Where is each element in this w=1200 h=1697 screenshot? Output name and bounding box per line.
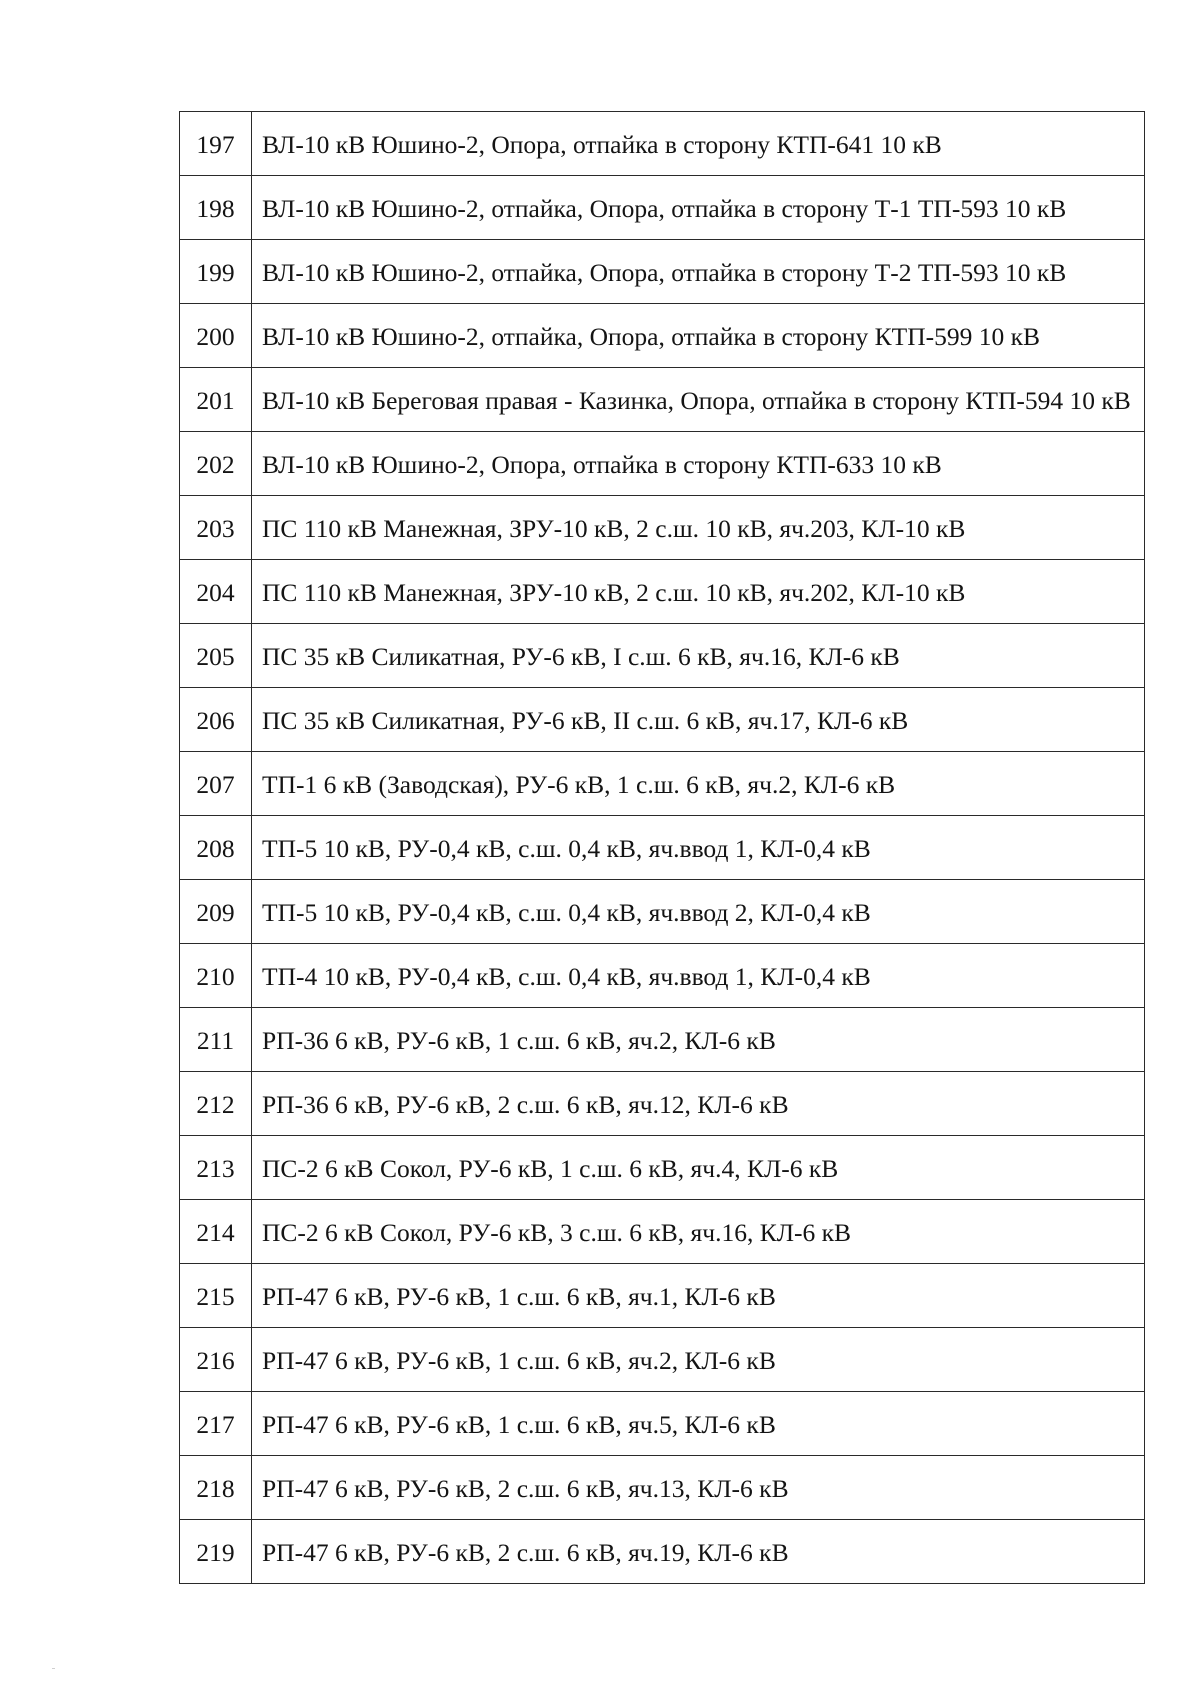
table-row	[180, 240, 1145, 304]
row-number-cell: 212	[180, 1072, 252, 1136]
row-description-cell: ТП-1 6 кВ (Заводская), РУ-6 кВ, 1 с.ш. 6 кВ, яч.2, КЛ-6 кВ	[252, 752, 1145, 816]
row-description-cell: ТП-4 10 кВ, РУ-0,4 кВ, с.ш. 0,4 кВ, яч.ввод 1, КЛ-0,4 кВ	[252, 944, 1145, 1008]
table-row	[180, 1456, 1145, 1520]
row-description-cell: ПС 35 кВ Силикатная, РУ-6 кВ, II с.ш. 6 кВ, яч.17, КЛ-6 кВ	[252, 688, 1145, 752]
row-description-cell: ВЛ-10 кВ Юшино-2, Опора, отпайка в сторону КТП-633 10 кВ	[252, 432, 1145, 496]
row-number-cell: 208	[180, 816, 252, 880]
table-row	[180, 1520, 1145, 1584]
table-row	[180, 1008, 1145, 1072]
table-row	[180, 112, 1145, 176]
table-row	[180, 752, 1145, 816]
row-number-cell: 206	[180, 688, 252, 752]
row-number-cell: 205	[180, 624, 252, 688]
row-description-cell: ПС 35 кВ Силикатная, РУ-6 кВ, I с.ш. 6 кВ, яч.16, КЛ-6 кВ	[252, 624, 1145, 688]
row-number-cell: 217	[180, 1392, 252, 1456]
row-number-cell: 207	[180, 752, 252, 816]
row-number-cell: 211	[180, 1008, 252, 1072]
table-row	[180, 496, 1145, 560]
row-number-cell: 213	[180, 1136, 252, 1200]
row-number-cell: 219	[180, 1520, 252, 1584]
table-row	[180, 1328, 1145, 1392]
table-row	[180, 368, 1145, 432]
row-description-cell: РП-47 6 кВ, РУ-6 кВ, 2 с.ш. 6 кВ, яч.13, КЛ-6 кВ	[252, 1456, 1145, 1520]
row-description-cell: РП-36 6 кВ, РУ-6 кВ, 1 с.ш. 6 кВ, яч.2, КЛ-6 кВ	[252, 1008, 1145, 1072]
table-row	[180, 1072, 1145, 1136]
row-number-cell: 216	[180, 1328, 252, 1392]
row-description-cell: ВЛ-10 кВ Юшино-2, Опора, отпайка в сторону КТП-641 10 кВ	[252, 112, 1145, 176]
row-description-cell: ВЛ-10 кВ Юшино-2, отпайка, Опора, отпайка в сторону Т-1 ТП-593 10 кВ	[252, 176, 1145, 240]
table-row	[180, 176, 1145, 240]
table-row	[180, 1136, 1145, 1200]
table-row	[180, 432, 1145, 496]
row-description-cell: ТП-5 10 кВ, РУ-0,4 кВ, с.ш. 0,4 кВ, яч.ввод 1, КЛ-0,4 кВ	[252, 816, 1145, 880]
table-row	[180, 880, 1145, 944]
row-number-cell: 197	[180, 112, 252, 176]
table-row	[180, 1392, 1145, 1456]
row-number-cell: 199	[180, 240, 252, 304]
table-row	[180, 688, 1145, 752]
row-number-cell: 204	[180, 560, 252, 624]
row-description-cell: РП-47 6 кВ, РУ-6 кВ, 1 с.ш. 6 кВ, яч.1, КЛ-6 кВ	[252, 1264, 1145, 1328]
table-row	[180, 1264, 1145, 1328]
table-row	[180, 624, 1145, 688]
row-number-cell: 200	[180, 304, 252, 368]
row-number-cell: 214	[180, 1200, 252, 1264]
row-description-cell: ПС-2 6 кВ Сокол, РУ-6 кВ, 1 с.ш. 6 кВ, яч.4, КЛ-6 кВ	[252, 1136, 1145, 1200]
table-row	[180, 816, 1145, 880]
row-description-cell: ПС-2 6 кВ Сокол, РУ-6 кВ, 3 с.ш. 6 кВ, яч.16, КЛ-6 кВ	[252, 1200, 1145, 1264]
row-description-cell: РП-47 6 кВ, РУ-6 кВ, 2 с.ш. 6 кВ, яч.19, КЛ-6 кВ	[252, 1520, 1145, 1584]
row-description-cell: РП-47 6 кВ, РУ-6 кВ, 1 с.ш. 6 кВ, яч.5, КЛ-6 кВ	[252, 1392, 1145, 1456]
row-description-cell: ВЛ-10 кВ Юшино-2, отпайка, Опора, отпайка в сторону Т-2 ТП-593 10 кВ	[252, 240, 1145, 304]
row-number-cell: 202	[180, 432, 252, 496]
table-row	[180, 944, 1145, 1008]
table-row	[180, 1200, 1145, 1264]
row-description-cell: ВЛ-10 кВ Береговая правая - Казинка, Опора, отпайка в сторону КТП-594 10 кВ	[252, 368, 1145, 432]
row-number-cell: 218	[180, 1456, 252, 1520]
row-description-cell: ПС 110 кВ Манежная, ЗРУ-10 кВ, 2 с.ш. 10 кВ, яч.202, КЛ-10 кВ	[252, 560, 1145, 624]
objects-table	[179, 111, 1145, 1584]
row-description-cell: ВЛ-10 кВ Юшино-2, отпайка, Опора, отпайка в сторону КТП-599 10 кВ	[252, 304, 1145, 368]
row-number-cell: 201	[180, 368, 252, 432]
row-number-cell: 215	[180, 1264, 252, 1328]
row-description-cell: РП-47 6 кВ, РУ-6 кВ, 1 с.ш. 6 кВ, яч.2, КЛ-6 кВ	[252, 1328, 1145, 1392]
table-body	[180, 112, 1145, 1584]
row-number-cell: 203	[180, 496, 252, 560]
row-number-cell: 210	[180, 944, 252, 1008]
scan-speck	[52, 1668, 55, 1669]
table-row	[180, 304, 1145, 368]
row-number-cell: 209	[180, 880, 252, 944]
row-number-cell: 198	[180, 176, 252, 240]
table-row	[180, 560, 1145, 624]
row-description-cell: ПС 110 кВ Манежная, ЗРУ-10 кВ, 2 с.ш. 10 кВ, яч.203, КЛ-10 кВ	[252, 496, 1145, 560]
row-description-cell: РП-36 6 кВ, РУ-6 кВ, 2 с.ш. 6 кВ, яч.12, КЛ-6 кВ	[252, 1072, 1145, 1136]
row-description-cell: ТП-5 10 кВ, РУ-0,4 кВ, с.ш. 0,4 кВ, яч.ввод 2, КЛ-0,4 кВ	[252, 880, 1145, 944]
